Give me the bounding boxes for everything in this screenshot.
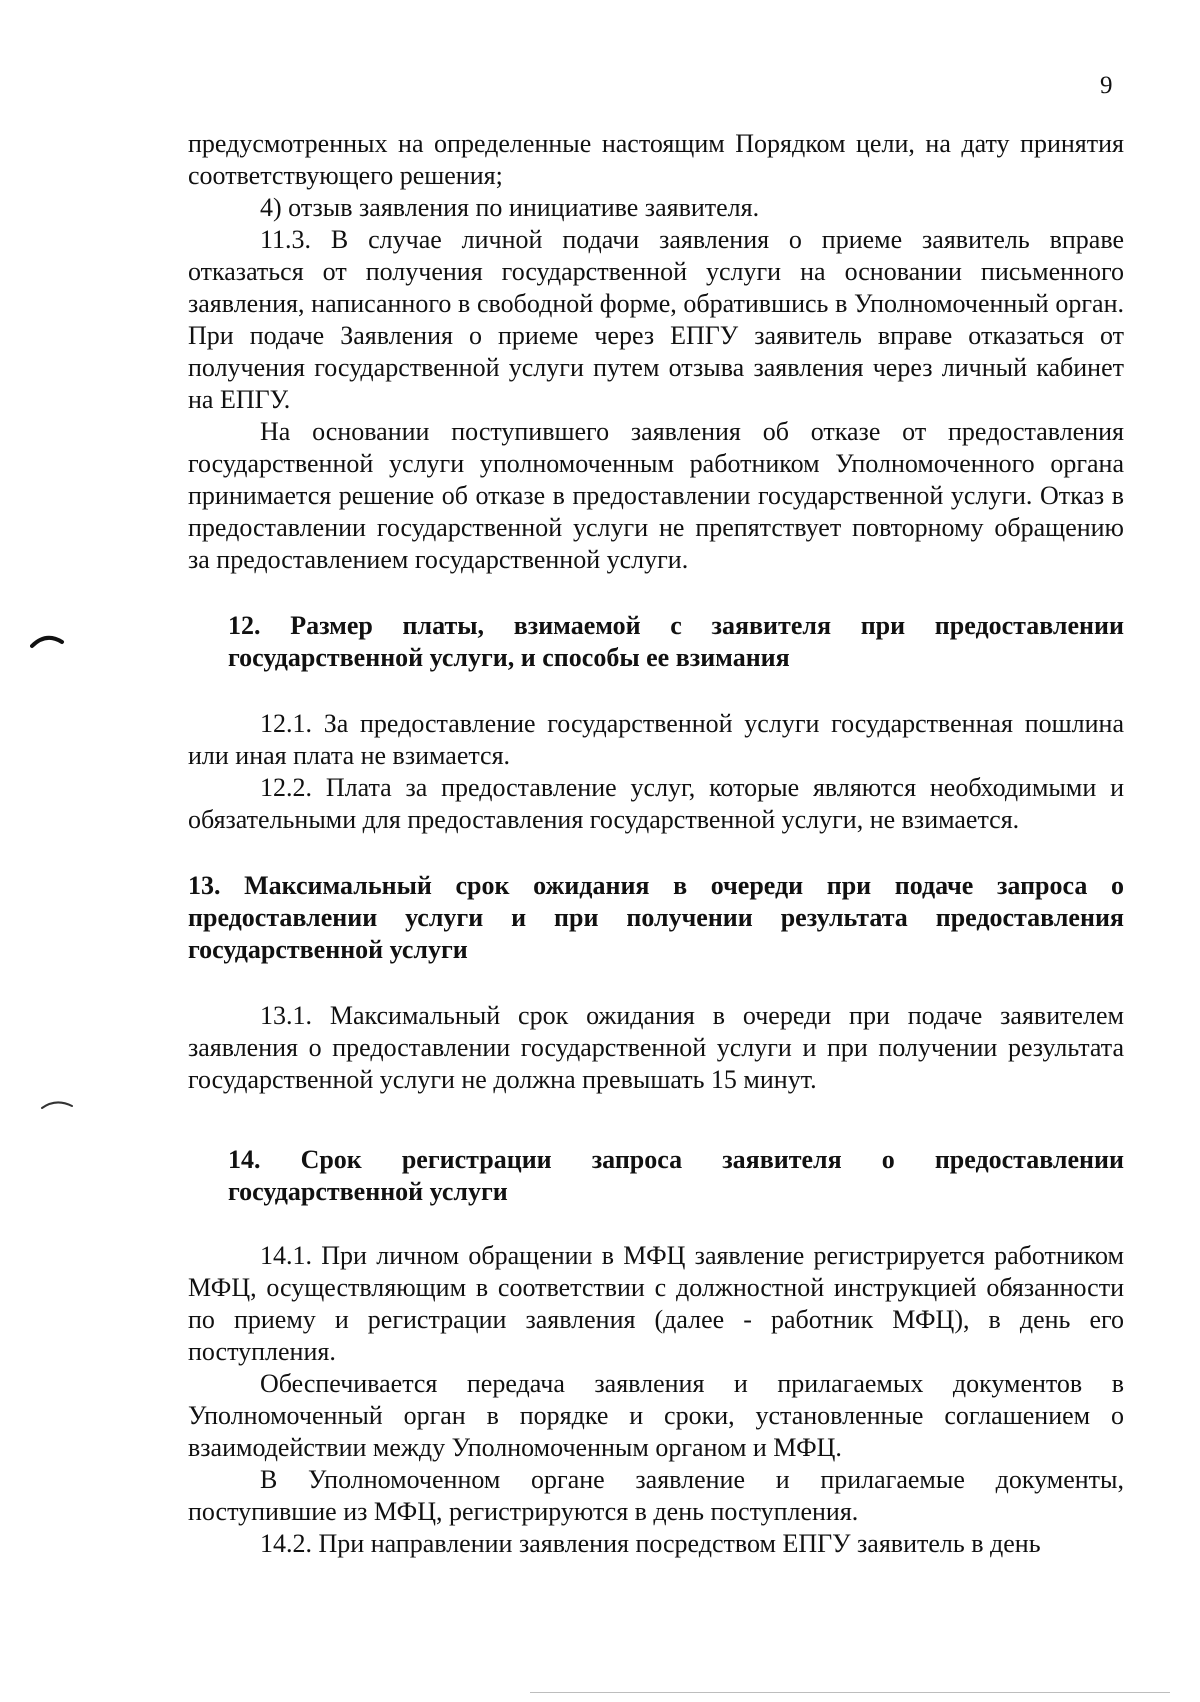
paragraph: 12.1. За предоставление государственной услуги государственная пошлина или иная плата не взимается.	[188, 709, 1124, 770]
punch-hole-mark	[30, 630, 66, 650]
paragraph: 13.1. Максимальный срок ожидания в очереди при подаче заявителем заявления о предоставлении государственной услуги и при получении результата государственной услуги не должна превышать 15 минут.	[188, 1001, 1124, 1094]
section-heading-12: 12. Размер платы, взимаемой с заявителя при предоставлении государственной услуги, и способы ее взимания	[228, 611, 1124, 672]
paragraph: 11.3. В случае личной подачи заявления о приеме заявитель вправе отказаться от получения государственной услуги на основании письменного заявления, написанного в свободной форме, обратившись в Уполномоченный орган. При подаче Заявления о приеме через ЕПГУ заявитель вправе отказаться от получения государственной услуги путем отзыва заявления через личный кабинет на ЕПГУ.	[188, 225, 1124, 414]
paragraph: На основании поступившего заявления об отказе от предоставления государственной услуги уполномоченным работником Уполномоченного органа принимается решение об отказе в предоставлении государственной услуги. Отказ в предоставлении государственной услуги не препятствует повторному обращению за предоставлением государственной услуги.	[188, 417, 1124, 574]
paragraph: Обеспечивается передача заявления и прилагаемых документов в Уполномоченный орган в порядке и сроки, установленные соглашением о взаимодействии между Уполномоченным органом и МФЦ.	[188, 1369, 1124, 1462]
page-number: 9	[1100, 72, 1113, 99]
punch-hole-mark	[40, 1096, 76, 1112]
paragraph: В Уполномоченном органе заявление и прилагаемые документы, поступившие из МФЦ, регистрируются в день поступления.	[188, 1465, 1124, 1526]
paragraph: 14.2. При направлении заявления посредством ЕПГУ заявитель в день	[260, 1529, 1041, 1558]
section-heading-13: 13. Максимальный срок ожидания в очереди при подаче запроса о предоставлении услуги и при получении результата предоставления государственной услуги	[188, 871, 1124, 964]
scan-edge-line	[530, 1692, 1170, 1693]
document-body	[188, 128, 1124, 1560]
list-item: 4) отзыв заявления по инициативе заявителя.	[260, 193, 760, 222]
paragraph: 14.1. При личном обращении в МФЦ заявление регистрируется работником МФЦ, осуществляющим в соответствии с должностной инструкцией обязанности по приему и регистрации заявления (далее - работник МФЦ), в день его поступления.	[188, 1241, 1124, 1366]
paragraph: предусмотренных на определенные настоящим Порядком цели, на дату принятия соответствующего решения;	[188, 129, 1124, 190]
paragraph: 12.2. Плата за предоставление услуг, которые являются необходимыми и обязательными для предоставления государственной услуги, не взимается.	[188, 773, 1124, 834]
section-heading-14: 14. Срок регистрации запроса заявителя о предоставлении государственной услуги	[228, 1145, 1124, 1206]
